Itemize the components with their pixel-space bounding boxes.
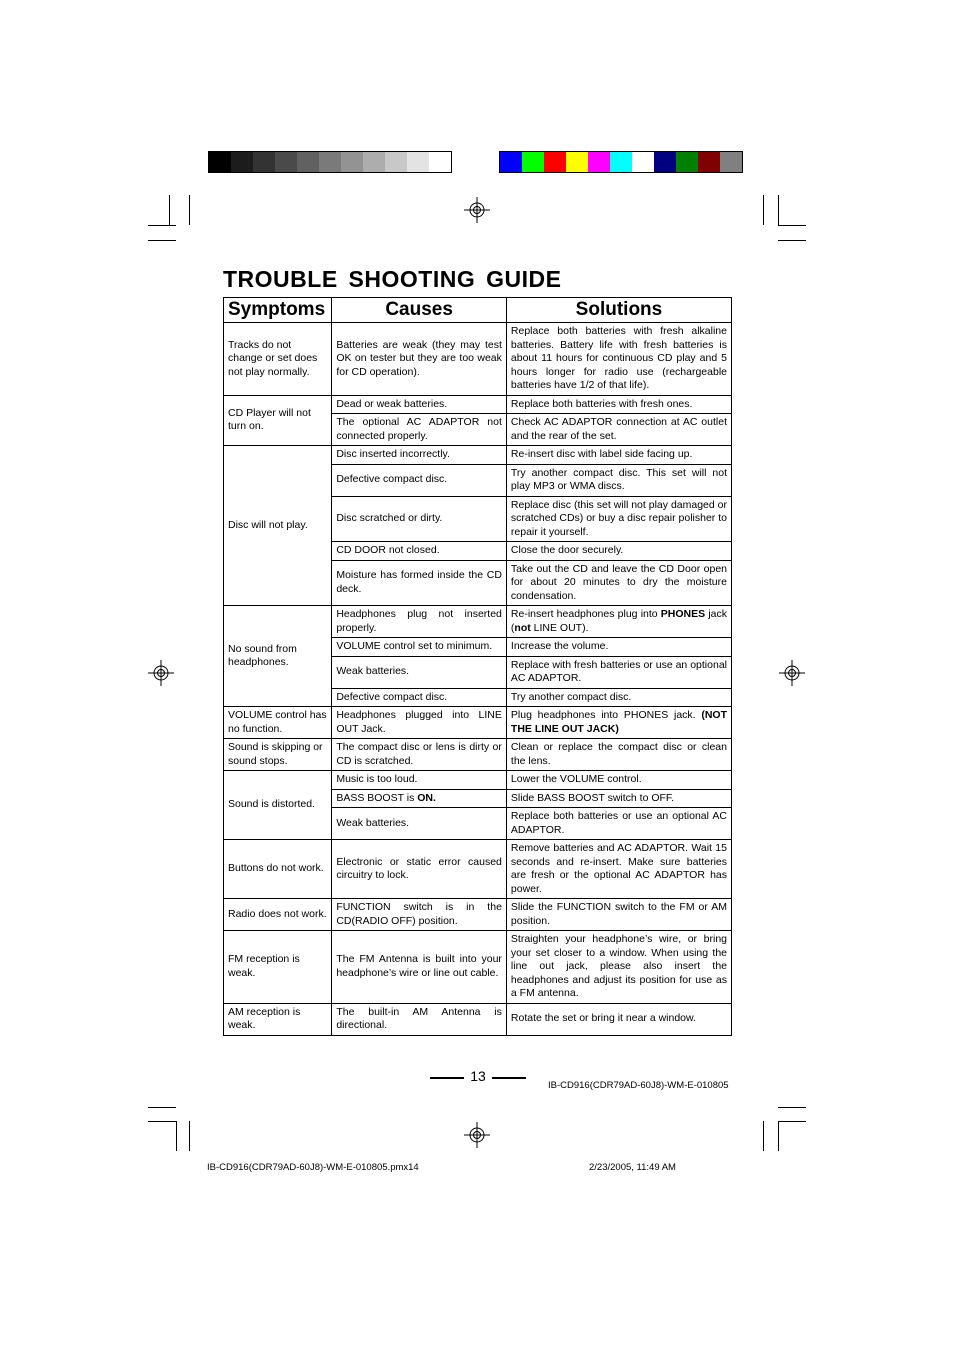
symptom-cell: No sound from headphones. [224,606,332,707]
calibration-swatch [698,152,720,172]
cause-cell: Defective compact disc. [332,464,507,496]
calibration-swatch [319,152,341,172]
table-row [224,1003,732,1035]
calibration-swatch [407,152,429,172]
crop-mark [189,195,190,225]
solution-cell: Slide BASS BOOST switch to OFF. [506,789,731,808]
troubleshooting-table [223,297,732,1036]
crop-mark [778,225,806,226]
crop-mark [778,1107,806,1108]
crop-mark [189,1121,190,1151]
calibration-swatch [209,152,231,172]
registration-mark-icon [464,1122,490,1148]
calibration-swatch [632,152,654,172]
solution-cell: Rotate the set or bring it near a window. [506,1003,731,1035]
cause-cell: CD DOOR not closed. [332,542,507,561]
header-causes: Causes [332,298,507,323]
cause-cell: Headphones plugged into LINE OUT Jack. [332,707,507,739]
cause-cell: Batteries are weak (they may test OK on tester but they are too weak for CD operation). [332,323,507,396]
page-title: TROUBLE SHOOTING GUIDE [223,266,562,292]
crop-mark [148,240,176,241]
solution-cell: Slide the FUNCTION switch to the FM or AM position. [506,899,731,931]
solution-cell: Re-insert headphones plug into PHONES jack (not LINE OUT). [506,606,731,638]
crop-mark [763,195,764,225]
crop-mark [148,1107,176,1108]
crop-mark [763,1121,764,1151]
registration-mark-icon [779,660,805,686]
table-row [224,395,732,414]
symptom-cell: Sound is distorted. [224,771,332,840]
symptom-cell: CD Player will not turn on. [224,395,332,446]
table-row [224,840,732,899]
calibration-swatch [720,152,742,172]
calibration-swatch [385,152,407,172]
table-row [224,739,732,771]
cause-cell: The FM Antenna is built into your headphone’s wire or line out cable. [332,931,507,1004]
solution-cell: Re-insert disc with label side facing up. [506,446,731,465]
cause-cell: The optional AC ADAPTOR not connected properly. [332,414,507,446]
solution-cell: Increase the volume. [506,638,731,657]
calibration-swatch [429,152,451,172]
table-row [224,899,732,931]
cause-cell: Disc inserted incorrectly. [332,446,507,465]
table-row [224,606,732,638]
crop-mark [778,1121,779,1151]
color-calibration-bar [499,151,743,173]
crop-mark [778,240,806,241]
symptom-cell: Sound is skipping or sound stops. [224,739,332,771]
symptom-cell: Disc will not play. [224,446,332,606]
calibration-swatch [500,152,522,172]
crop-mark [148,225,176,226]
table-row [224,707,732,739]
cause-cell: BASS BOOST is ON. [332,789,507,808]
crop-mark [176,1121,177,1151]
cause-cell: FUNCTION switch is in the CD(RADIO OFF) position. [332,899,507,931]
solution-cell: Take out the CD and leave the CD Door open for about 20 minutes to dry the moisture condensation. [506,560,731,606]
gray-calibration-bar [208,151,452,173]
cause-cell: Electronic or static error caused circuitry to lock. [332,840,507,899]
solution-cell: Remove batteries and AC ADAPTOR. Wait 15 seconds and re-insert. Make sure batteries are fresh or the optional AC ADAPTOR has power. [506,840,731,899]
registration-mark-icon [148,660,174,686]
solution-cell: Lower the VOLUME control. [506,771,731,790]
table-row [224,771,732,790]
calibration-swatch [654,152,676,172]
cause-cell: The compact disc or lens is dirty or CD is scratched. [332,739,507,771]
symptom-cell: FM reception is weak. [224,931,332,1004]
solution-cell: Replace both batteries with fresh alkaline batteries. Battery life with fresh batteries is about 11 hours for continuous CD play and 5 hours longer for radio use (rechargeable batteries have 1/2 of that life). [506,323,731,396]
cause-cell: Moisture has formed inside the CD deck. [332,560,507,606]
cause-cell: Disc scratched or dirty. [332,496,507,542]
calibration-swatch [522,152,544,172]
calibration-swatch [544,152,566,172]
crop-mark [148,1121,176,1122]
solution-cell: Replace disc (this set will not play damaged or scratched CDs) or buy a disc repair polisher to repair it yourself. [506,496,731,542]
cause-cell: Defective compact disc. [332,688,507,707]
calibration-swatch [275,152,297,172]
calibration-swatch [566,152,588,172]
calibration-swatch [297,152,319,172]
crop-mark [778,1121,806,1122]
footer-date: 2/23/2005, 11:49 AM [589,1162,676,1173]
cause-cell: Weak batteries. [332,808,507,840]
symptom-cell: Tracks do not change or set does not play normally. [224,323,332,396]
symptom-cell: Buttons do not work. [224,840,332,899]
symptom-cell: Radio does not work. [224,899,332,931]
calibration-swatch [588,152,610,172]
crop-mark [169,195,170,225]
solution-cell: Try another compact disc. [506,688,731,707]
cause-cell: Dead or weak batteries. [332,395,507,414]
cause-cell: Weak batteries. [332,656,507,688]
header-solutions: Solutions [506,298,731,323]
calibration-swatch [676,152,698,172]
calibration-swatch [253,152,275,172]
header-symptoms: Symptoms [224,298,332,323]
calibration-swatch [341,152,363,172]
footer-file-name: IB-CD916(CDR79AD-60J8)-WM-E-010805.pmx14 [207,1162,419,1173]
registration-mark-icon [464,197,490,223]
solution-cell: Try another compact disc. This set will not play MP3 or WMA discs. [506,464,731,496]
symptom-cell: VOLUME control has no function. [224,707,332,739]
cause-cell: VOLUME control set to minimum. [332,638,507,657]
solution-cell: Replace both batteries with fresh ones. [506,395,731,414]
table-header-row [224,298,732,323]
solution-cell: Plug headphones into PHONES jack. (NOT THE LINE OUT JACK) [506,707,731,739]
solution-cell: Replace both batteries or use an optional AC ADAPTOR. [506,808,731,840]
crop-mark [778,195,779,225]
solution-cell: Straighten your headphone’s wire, or bring your set closer to a window. When using the line out jack, please also insert the headphones and adjust its position for use as a FM antenna. [506,931,731,1004]
table-row [224,446,732,465]
solution-cell: Replace with fresh batteries or use an optional AC ADAPTOR. [506,656,731,688]
cause-cell: The built-in AM Antenna is directional. [332,1003,507,1035]
cause-cell: Music is too loud. [332,771,507,790]
solution-cell: Check AC ADAPTOR connection at AC outlet and the rear of the set. [506,414,731,446]
cause-cell: Headphones plug not inserted properly. [332,606,507,638]
calibration-swatch [231,152,253,172]
table-row [224,931,732,1004]
solution-cell: Close the door securely. [506,542,731,561]
table-row [224,323,732,396]
symptom-cell: AM reception is weak. [224,1003,332,1035]
page-number: 13 [430,1068,526,1084]
calibration-swatch [363,152,385,172]
calibration-swatch [610,152,632,172]
document-code: IB-CD916(CDR79AD-60J8)-WM-E-010805 [548,1080,729,1091]
solution-cell: Clean or replace the compact disc or clean the lens. [506,739,731,771]
